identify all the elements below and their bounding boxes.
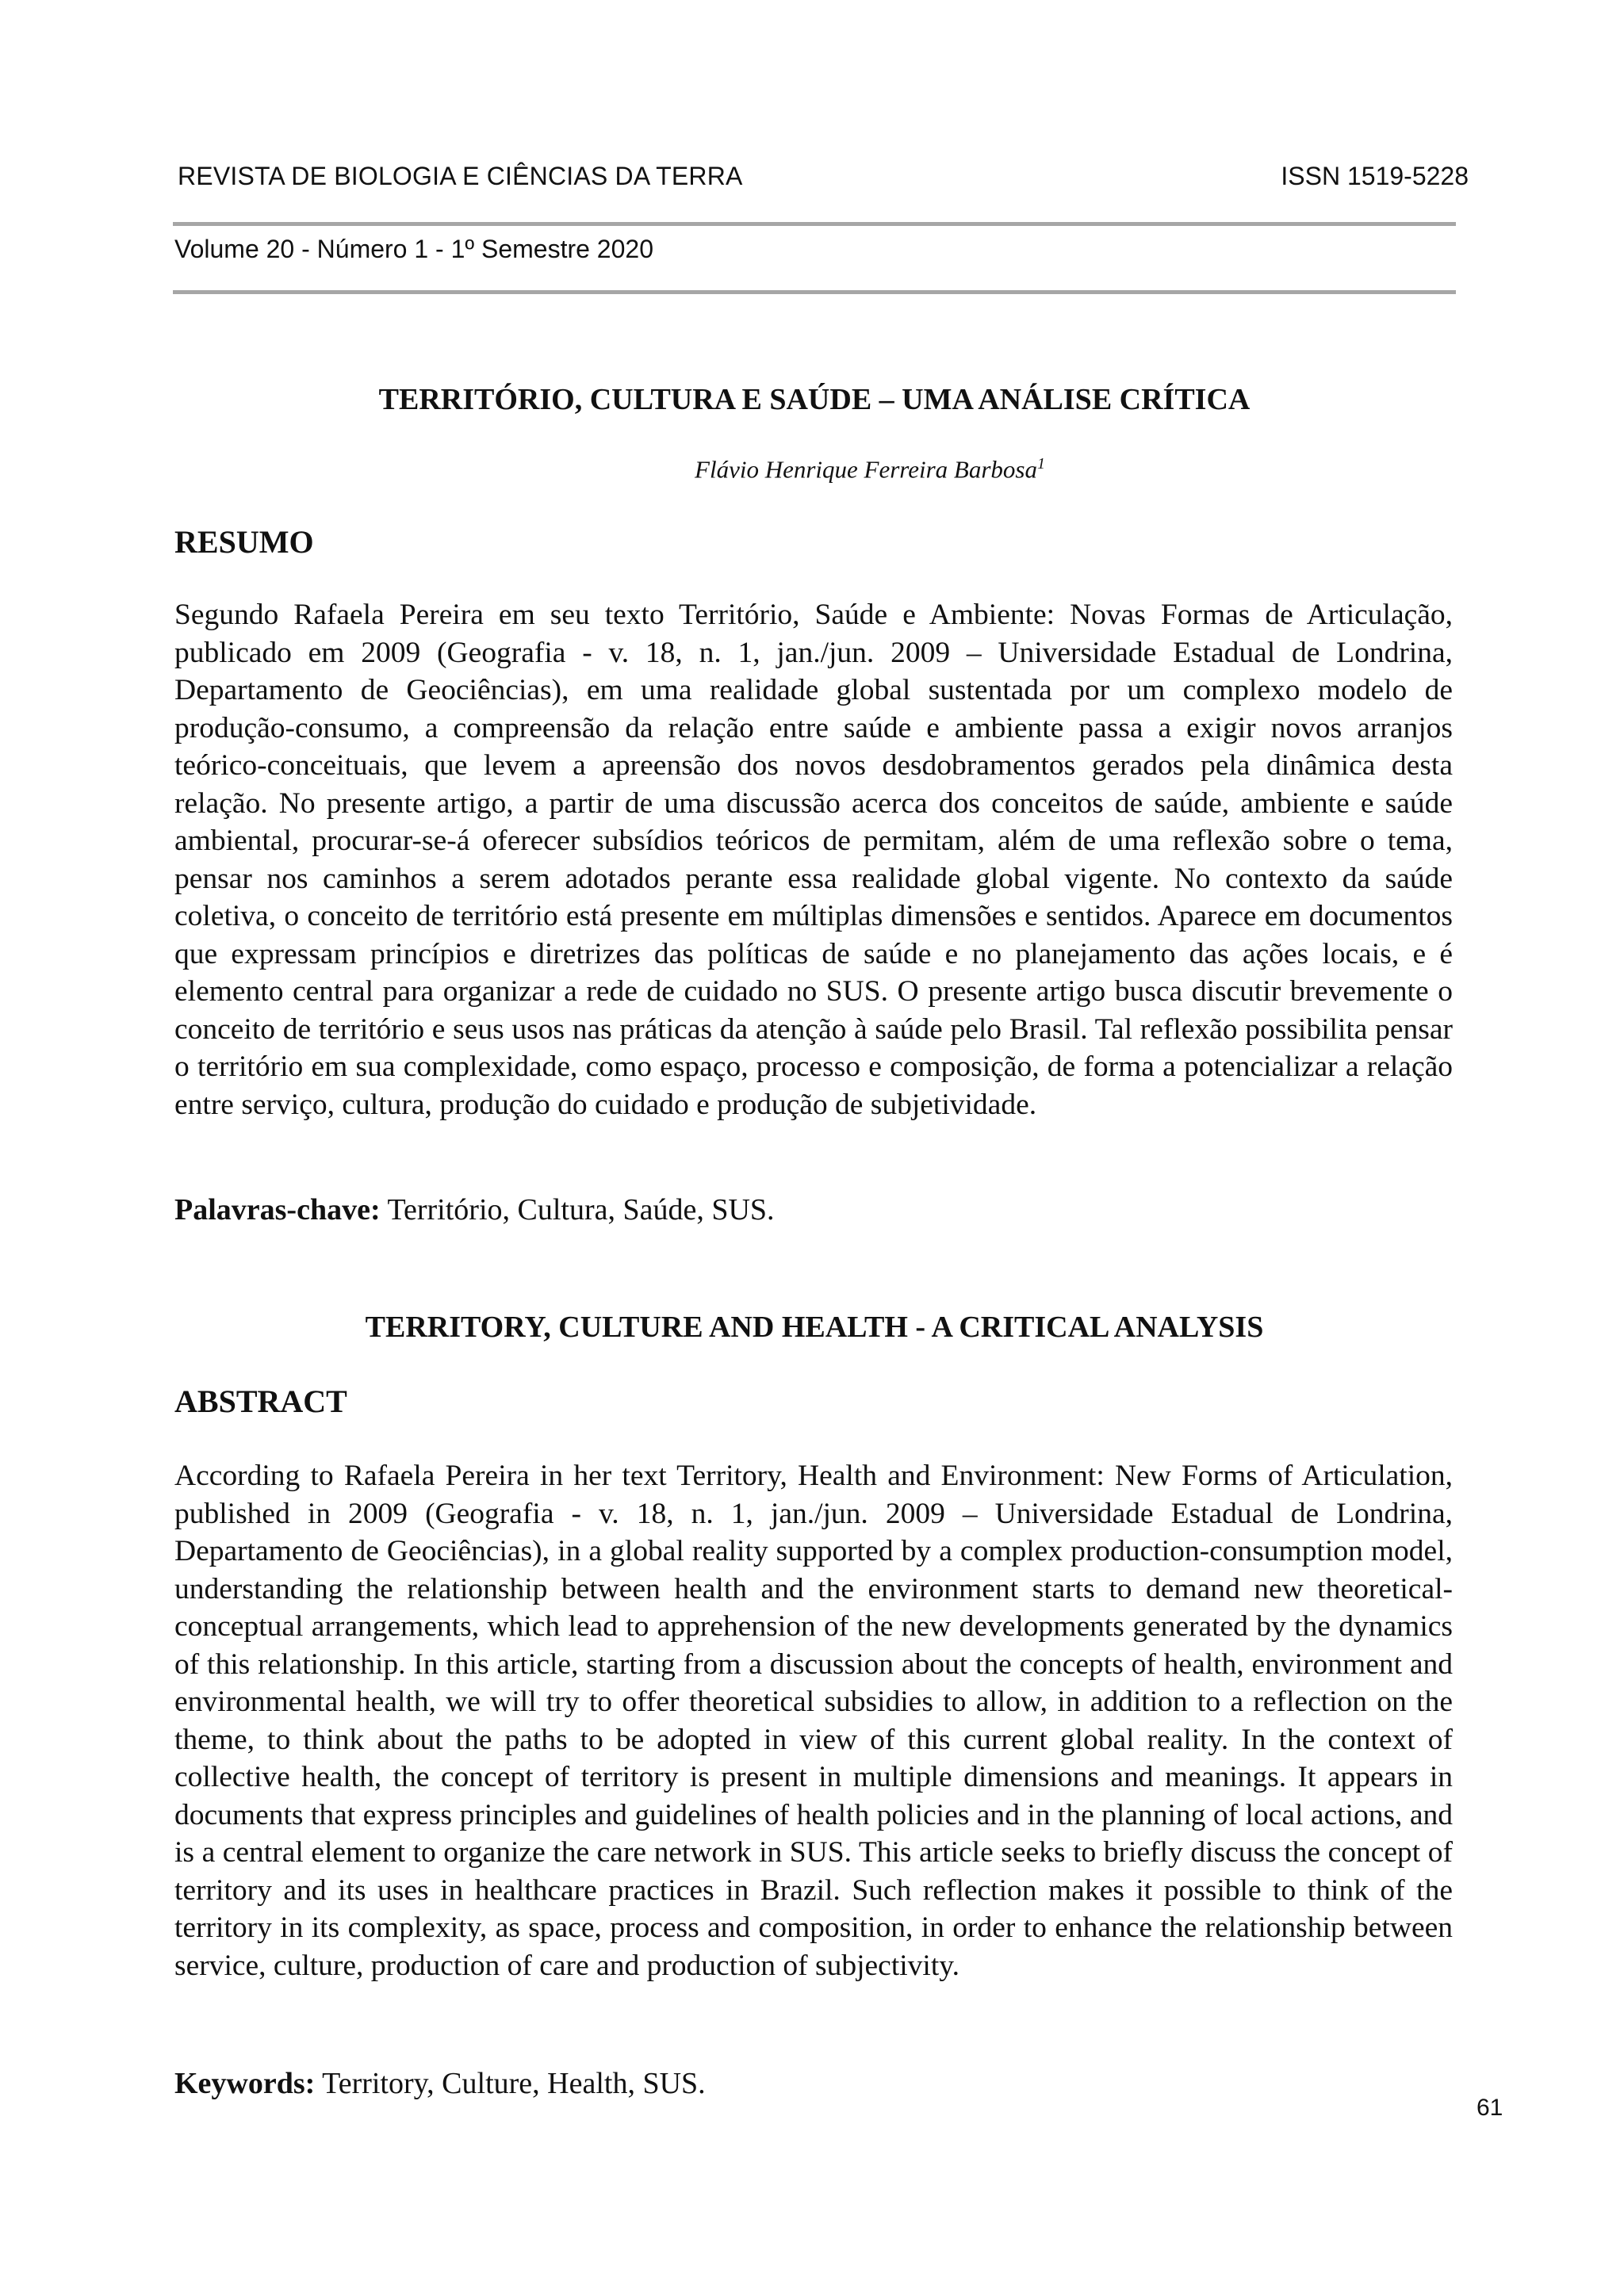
article-title-en: TERRITORY, CULTURE AND HEALTH - A CRITICAL ANALYSIS (365, 1311, 1264, 1344)
header-divider-bottom (173, 290, 1456, 294)
page-number: 61 (1477, 2095, 1503, 2121)
volume-info: Volume 20 - Número 1 - 1º Semestre 2020 (174, 235, 653, 263)
abstract-body: According to Rafaela Pereira in her text Territory, Health and Environment: New Forms of Articulation, published in 2009 (Geografia - v. 18, n. 1, jan./jun. 2009 – Universidade Estadual de Londrina, Departamento de Geociências), in a global reality supported by a complex production-consumption model, understanding the relationship between health and the environment starts to demand new theoretical-conceptual arrangements, which lead to apprehension of the new developments generated by the dynamics of this relationship. In this article, starting from a discussion about the concepts of health, environment and environmental health, we will try to offer theoretical subsidies to allow, in addition to a reflection on the theme, to think about the paths to be adopted in view of this current global reality. In the context of collective health, the concept of territory is present in multiple dimensions and meanings. It appears in documents that express principles and guidelines of health policies and in the planning of local actions, and is a central element to organize the care network in SUS. This article seeks to briefly discuss the concept of territory and its uses in healthcare practices in Brazil. Such reflection makes it possible to think of the territory in its complexity, as space, process and composition, in order to enhance the relationship between service, culture, production of care and production of subjectivity. (174, 1460, 1453, 1982)
keywords-en (174, 2066, 706, 2101)
article-title-pt: TERRITÓRIO, CULTURA E SAÚDE – UMA ANÁLISE CRÍTICA (378, 383, 1251, 416)
keywords-pt (174, 1192, 775, 1227)
resumo-heading: RESUMO (174, 524, 314, 560)
abstract-heading: ABSTRACT (174, 1383, 347, 1419)
journal-name: REVISTA DE BIOLOGIA E CIÊNCIAS DA TERRA (178, 162, 743, 190)
resumo-body: Segundo Rafaela Pereira em seu texto Território, Saúde e Ambiente: Novas Formas de Articulação, publicado em 2009 (Geografia - v. 18, n. 1, jan./jun. 2009 – Universidade Estadual de Londrina, Departamento de Geociências), em uma realidade global sustentada por um complexo modelo de produção-consumo, a compreensão da relação entre saúde e ambiente passa a exigir novos arranjos teórico-conceituais, que levem a apreensão dos novos desdobramentos gerados pela dinâmica desta relação. No presente artigo, a partir de uma discussão acerca dos conceitos de saúde, ambiente e saúde ambiental, procurar-se-á oferecer subsídios teóricos de permitam, além de uma reflexão sobre o tema, pensar nos caminhos a serem adotados perante essa realidade global vigente. No contexto da saúde coletiva, o conceito de território está presente em múltiplas dimensões e sentidos. Aparece em documentos que expressam princípios e diretrizes das políticas de saúde e no planejamento das ações locais, e é elemento central para organizar a rede de cuidado no SUS. O presente artigo busca discutir brevemente o conceito de território e seus usos nas práticas da atenção à saúde pelo Brasil. Tal reflexão possibilita pensar o território em sua complexidade, como espaço, processo e composição, de forma a potencializar a relação entre serviço, cultura, produção do cuidado e produção de subjetividade. (174, 599, 1453, 1121)
author-name: Flávio Henrique Ferreira Barbosa (695, 455, 1037, 484)
keywords-pt-label: Palavras-chave: (174, 1193, 381, 1226)
keywords-en-label: Keywords: (174, 2067, 316, 2100)
author-footnote-marker: 1 (1036, 455, 1045, 473)
issn: ISSN 1519-5228 (1281, 162, 1469, 190)
header-divider-top (173, 222, 1456, 226)
author-line (173, 455, 1456, 484)
keywords-pt-list: Território, Cultura, Saúde, SUS. (387, 1193, 775, 1226)
keywords-en-list: Territory, Culture, Health, SUS. (322, 2067, 706, 2100)
